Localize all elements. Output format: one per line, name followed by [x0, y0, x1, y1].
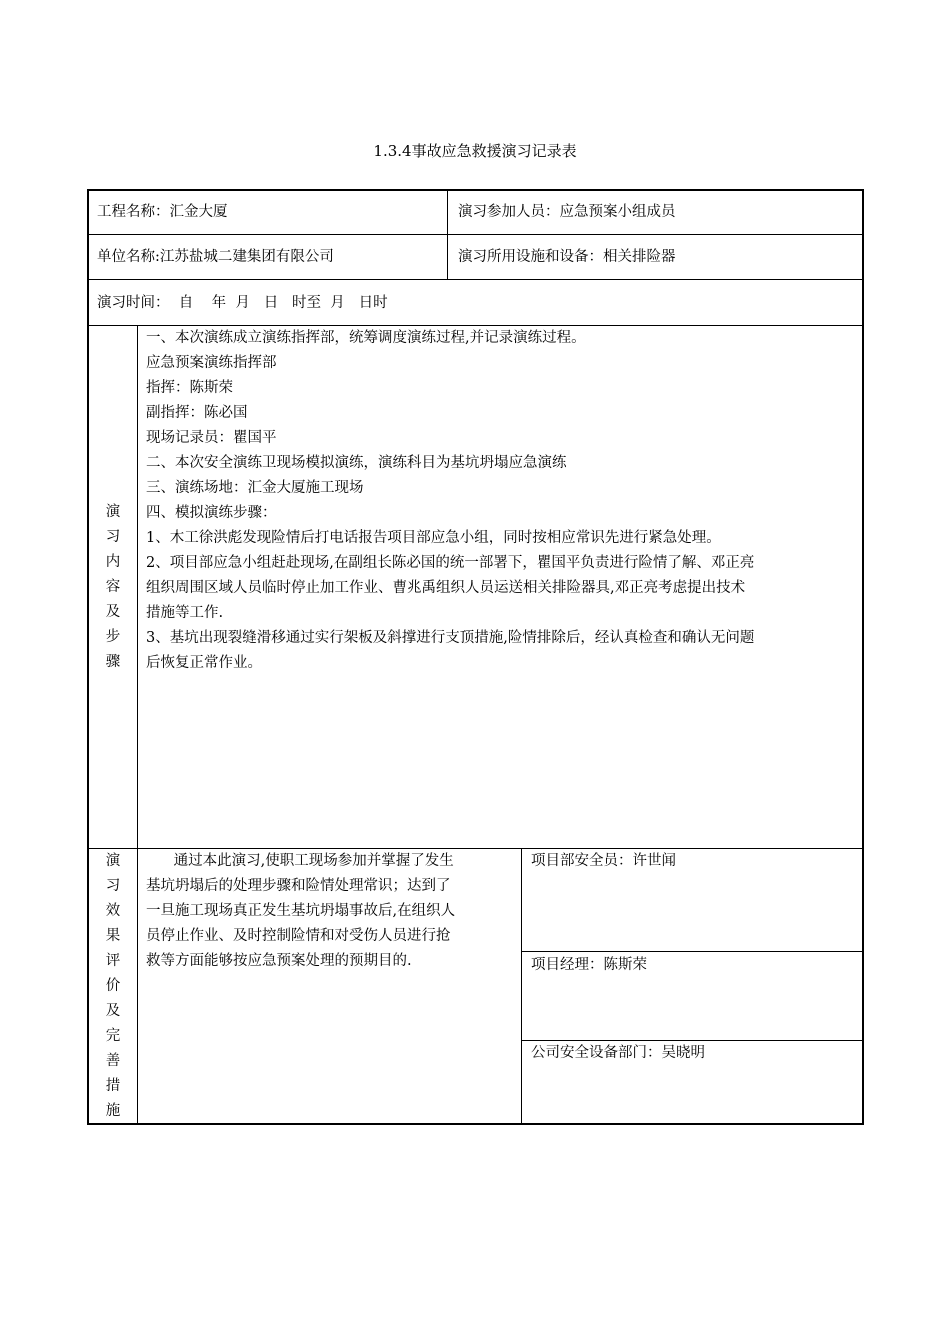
participants: 演习参加人员：应急预案小组成员: [458, 204, 676, 220]
label-char: 及: [105, 604, 121, 620]
evaluation-line: 员停止作业、及时控制险情和对受伤人员进行抢: [146, 928, 451, 944]
evaluation-section-label: [88, 849, 138, 1124]
table-border-top: [87, 189, 864, 191]
label-char: 骤: [105, 654, 121, 670]
signature-divider: [521, 951, 864, 952]
label-char: 施: [105, 1103, 121, 1119]
content-section-text: [146, 326, 754, 676]
label-char: 评: [105, 953, 121, 969]
content-line: 指挥：陈斯荣: [146, 380, 233, 396]
label-char: 习: [105, 529, 121, 545]
label-char: 容: [105, 579, 121, 595]
content-line: 应急预案演练指挥部: [146, 355, 277, 371]
evaluation-line: 一旦施工现场真正发生基坑坍塌事故后,在组织人: [146, 903, 456, 919]
content-line: 1、木工徐洪彪发现险情后打电话报告项目部应急小组，同时按相应常识先进行紧急处理。: [146, 530, 721, 546]
label-char: 及: [105, 1003, 121, 1019]
company-safety-dept: 公司安全设备部门：吴晓明: [531, 1045, 705, 1061]
unit-name: 单位名称:江苏盐城二建集团有限公司: [97, 249, 334, 265]
row-divider: [87, 279, 864, 280]
project-manager: 项目经理：陈斯荣: [531, 957, 647, 973]
evaluation-text: [146, 849, 455, 974]
label-char: 善: [105, 1053, 121, 1069]
label-char: 演: [105, 853, 121, 869]
content-line: 措施等工作.: [146, 605, 224, 621]
label-char: 内: [105, 554, 121, 570]
page-title: 1.3.4事故应急救援演习记录表: [373, 142, 577, 160]
evaluation-line: 救等方面能够按应急预案处理的预期目的.: [146, 953, 412, 969]
label-char: 演: [105, 504, 121, 520]
content-section-label: [88, 500, 138, 675]
label-char: 效: [105, 903, 121, 919]
content-line: 二、本次安全演练卫现场模拟演练，演练科目为基坑坍塌应急演练: [146, 455, 567, 471]
content-line: 组织周围区域人员临时停止加工作业、曹兆禹组织人员运送相关排险器具,邓正亮考虑提出技术: [146, 580, 746, 596]
label-char: 完: [105, 1028, 121, 1044]
content-line: 副指挥：陈必国: [146, 405, 248, 421]
content-line: 后恢复正常作业。: [146, 655, 262, 671]
label-char: 措: [105, 1078, 121, 1094]
equipment: 演习所用设施和设备：相关排险器: [458, 249, 676, 265]
project-name: 工程名称：汇金大厦: [97, 204, 228, 220]
content-line: 3、基坑出现裂缝滑移通过实行架板及斜撑进行支顶措施,险情排除后，经认真检查和确认无问题: [146, 630, 755, 646]
content-line: 一、本次演练成立演练指挥部，统筹调度演练过程,并记录演练过程。: [146, 330, 586, 346]
evaluation-divider: [521, 848, 522, 1125]
safety-officer: 项目部安全员：许世闻: [531, 853, 676, 869]
evaluation-line: 通过本此演习,使职工现场参加并掌握了发生: [146, 853, 454, 869]
table-border-bottom: [87, 1123, 864, 1125]
row-divider: [87, 234, 864, 235]
content-line: 现场记录员：瞿国平: [146, 430, 277, 446]
label-char: 价: [105, 978, 121, 994]
column-divider: [447, 189, 448, 280]
label-char: 步: [105, 629, 121, 645]
evaluation-line: 基坑坍塌后的处理步骤和险情处理常识；达到了: [146, 878, 451, 894]
content-line: 2、项目部应急小组赶赴现场,在副组长陈必国的统一部署下，瞿国平负责进行险情了解、邓正亮: [146, 555, 755, 571]
content-line: 三、演练场地：汇金大厦施工现场: [146, 480, 364, 496]
content-line: 四、模拟演练步骤：: [146, 505, 277, 521]
label-char: 习: [105, 878, 121, 894]
label-char: 果: [105, 928, 121, 944]
drill-time: 演习时间： 自 年 月 日 时至 月 日时: [97, 295, 388, 311]
table-border-right: [862, 189, 864, 1125]
